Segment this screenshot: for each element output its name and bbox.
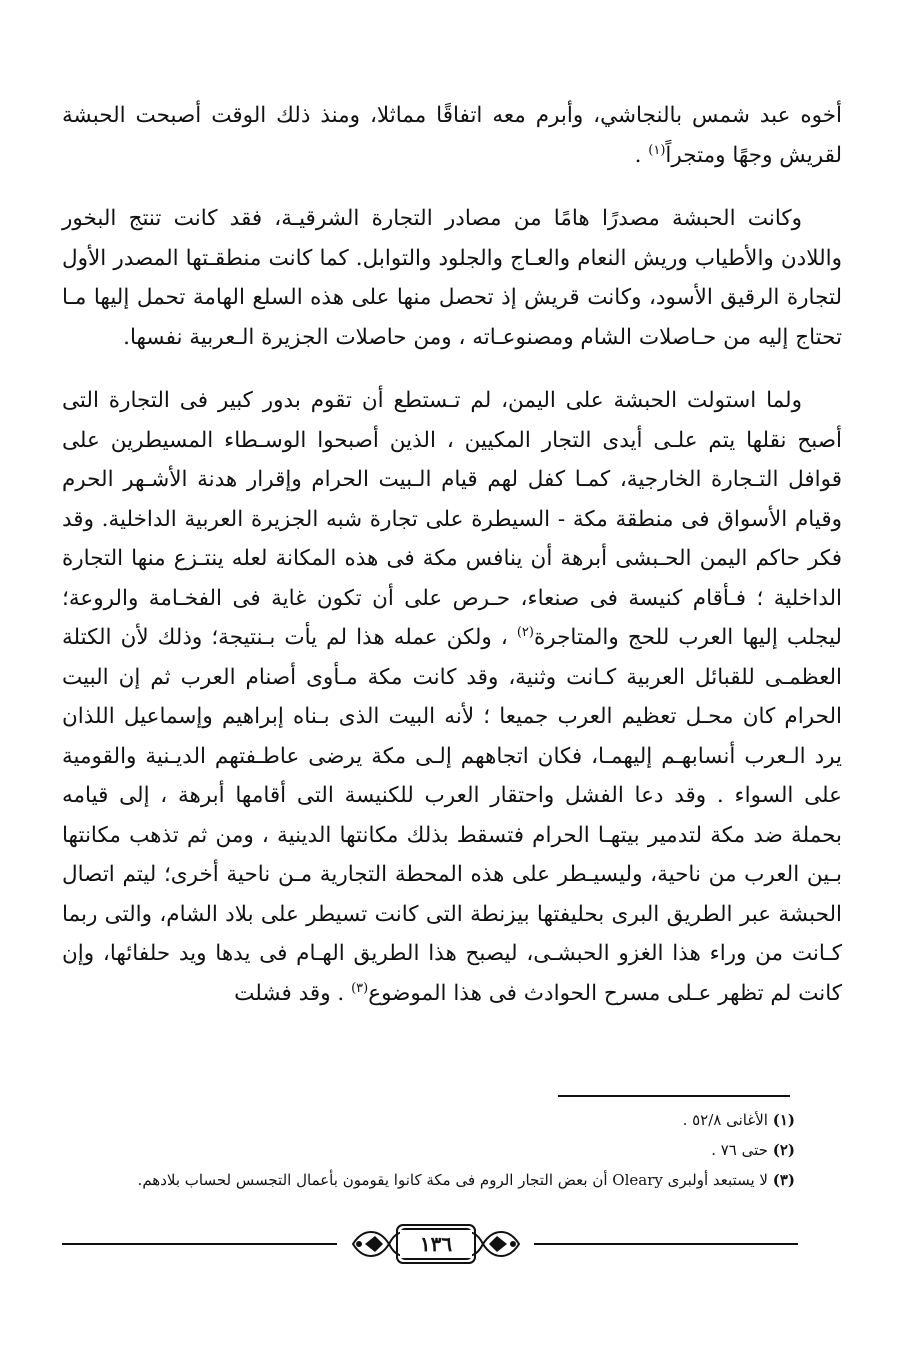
footer-rule: [534, 1243, 798, 1245]
footnote-marker: (٣): [772, 1171, 795, 1189]
footnote-reference: (٢): [516, 624, 534, 640]
footer-rule: [62, 1243, 337, 1245]
footnote: [70, 1135, 795, 1165]
page-footer: [62, 1222, 798, 1266]
paragraph: [62, 96, 842, 175]
footnote-text: لا يستبعد أولبرى Oleary أن بعض التجار الروم فى مكة كانوا يقومون بأعمال التجسس لحساب بلادهم.: [137, 1171, 773, 1189]
footnote: [70, 1105, 795, 1135]
paragraph: [62, 381, 842, 1013]
paragraph: وكانت الحبشة مصدرًا هامًا من مصادر التجارة الشرقيـة، فقد كانت تنتج البخور واللادن والأطياب وريش النعام والعـاج والجلود والتوابل. كما كانت منطقـتها المصدر الأول لتجارة الرقيق الأسود، وكانت قريش إذ تحصل منها على هذه السلع الهامة تحمل إليها مـا تحتاج إليه من حـاصلات الشام ومصنوعـاته ، ومن حاصلات الجزيرة الـعربية نفسها.: [62, 206, 842, 350]
paragraph-text: . وقد فشلت: [234, 980, 352, 1006]
footnote-reference: (١): [648, 142, 666, 158]
paragraph-text: .: [634, 142, 649, 168]
page-number: ١٣٦: [400, 1230, 472, 1258]
footnote-text: الأغانى ٥٢/٨ .: [682, 1111, 773, 1129]
paragraph-text: أخوه عبد شمس بالنجاشي، وأبرم معه اتفاقًا مماثلا، ومنذ ذلك الوقت أصبحت الحبشة لقريش وجهًا ومتجراً: [62, 103, 842, 168]
footnote-separator: [558, 1095, 790, 1097]
footnote-text: حتى ٧٦ .: [711, 1141, 773, 1159]
paragraph-text: ولما استولت الحبشة على اليمن، لم تـستطع أن تقوم بدور كبير فى التجارة التى أصبح نقلها يتم علـى أيدى التجار المكيين ، الذين أصبحوا الوسـطاء المسيطرين على قوافل التـجارة الخارجية، كمـا كفل لهم قيام الـبيت الحرام وإقرار هدنة الأشـهر الحرم وقيام الأسواق فى منطقة مكة - السيطرة على تجارة شبه الجزيرة العربية الداخلية. وقد فكر حاكم اليمن الحـبشى أبرهة أن ينافس مكة فى هذه المكانة لعله ينتـزع منها التجارة الداخلية ؛ فـأقام كنيسة فى صنعاء، حـرص على أن تكون غاية فى الفخـامة والروعة؛ ليجلب إليها العرب للحج والمتاجرة: [62, 388, 842, 650]
footnote: [70, 1165, 795, 1195]
footnote-marker: (٢): [772, 1141, 795, 1159]
footnote-reference: (٣): [351, 980, 369, 996]
paragraph-text: ، ولكن عمله هذا لم يأت بـنتيجة؛ وذلك لأن الكتلة العظمـى للقبائل العربية كـانت وثنية، وقد كانت مكة مـأوى أصنام العرب ثم إن البيت الحرام كان محـل تعظيم العرب جميعا ؛ لأنه البيت الذى بـناه إبراهيم وإسماعيل اللذان يرد الـعرب أنسابهـم إليهمـا، فكان اتجاههم إلـى مكة يرضى عاطـفتهم الديـنية والقومية على السواء . وقد دعا الفشل واحتقار العرب للكنيسة التى أقامها أبرهة ، إلى قيامه بحملة ضد مكة لتدمير بيتهـا الحرام فتسقط بذلك مكانتها الدينية ، ومن ثم تذهب مكانتها بـين العرب من ناحية، وليسيـطر على هذه المحطة التجارية مـن ناحية أخرى؛ ليتم اتصال الحبشة عبر الطريق البرى بحليفتها بيزنطة التى كانت تسيطر على بلاد الشام، والتى ربما كـانت من وراء هذا الغزو الحبشـى، ليصبح هذا الطريق الهـام فى يدها ويد حلفائها، وإن كانت لم تظهر عـلى مسرح الحوادث فى هذا الموضوع: [62, 625, 842, 1006]
footnotes: [70, 1105, 795, 1195]
footnote-marker: (١): [772, 1111, 795, 1129]
body-text: [62, 96, 842, 1037]
